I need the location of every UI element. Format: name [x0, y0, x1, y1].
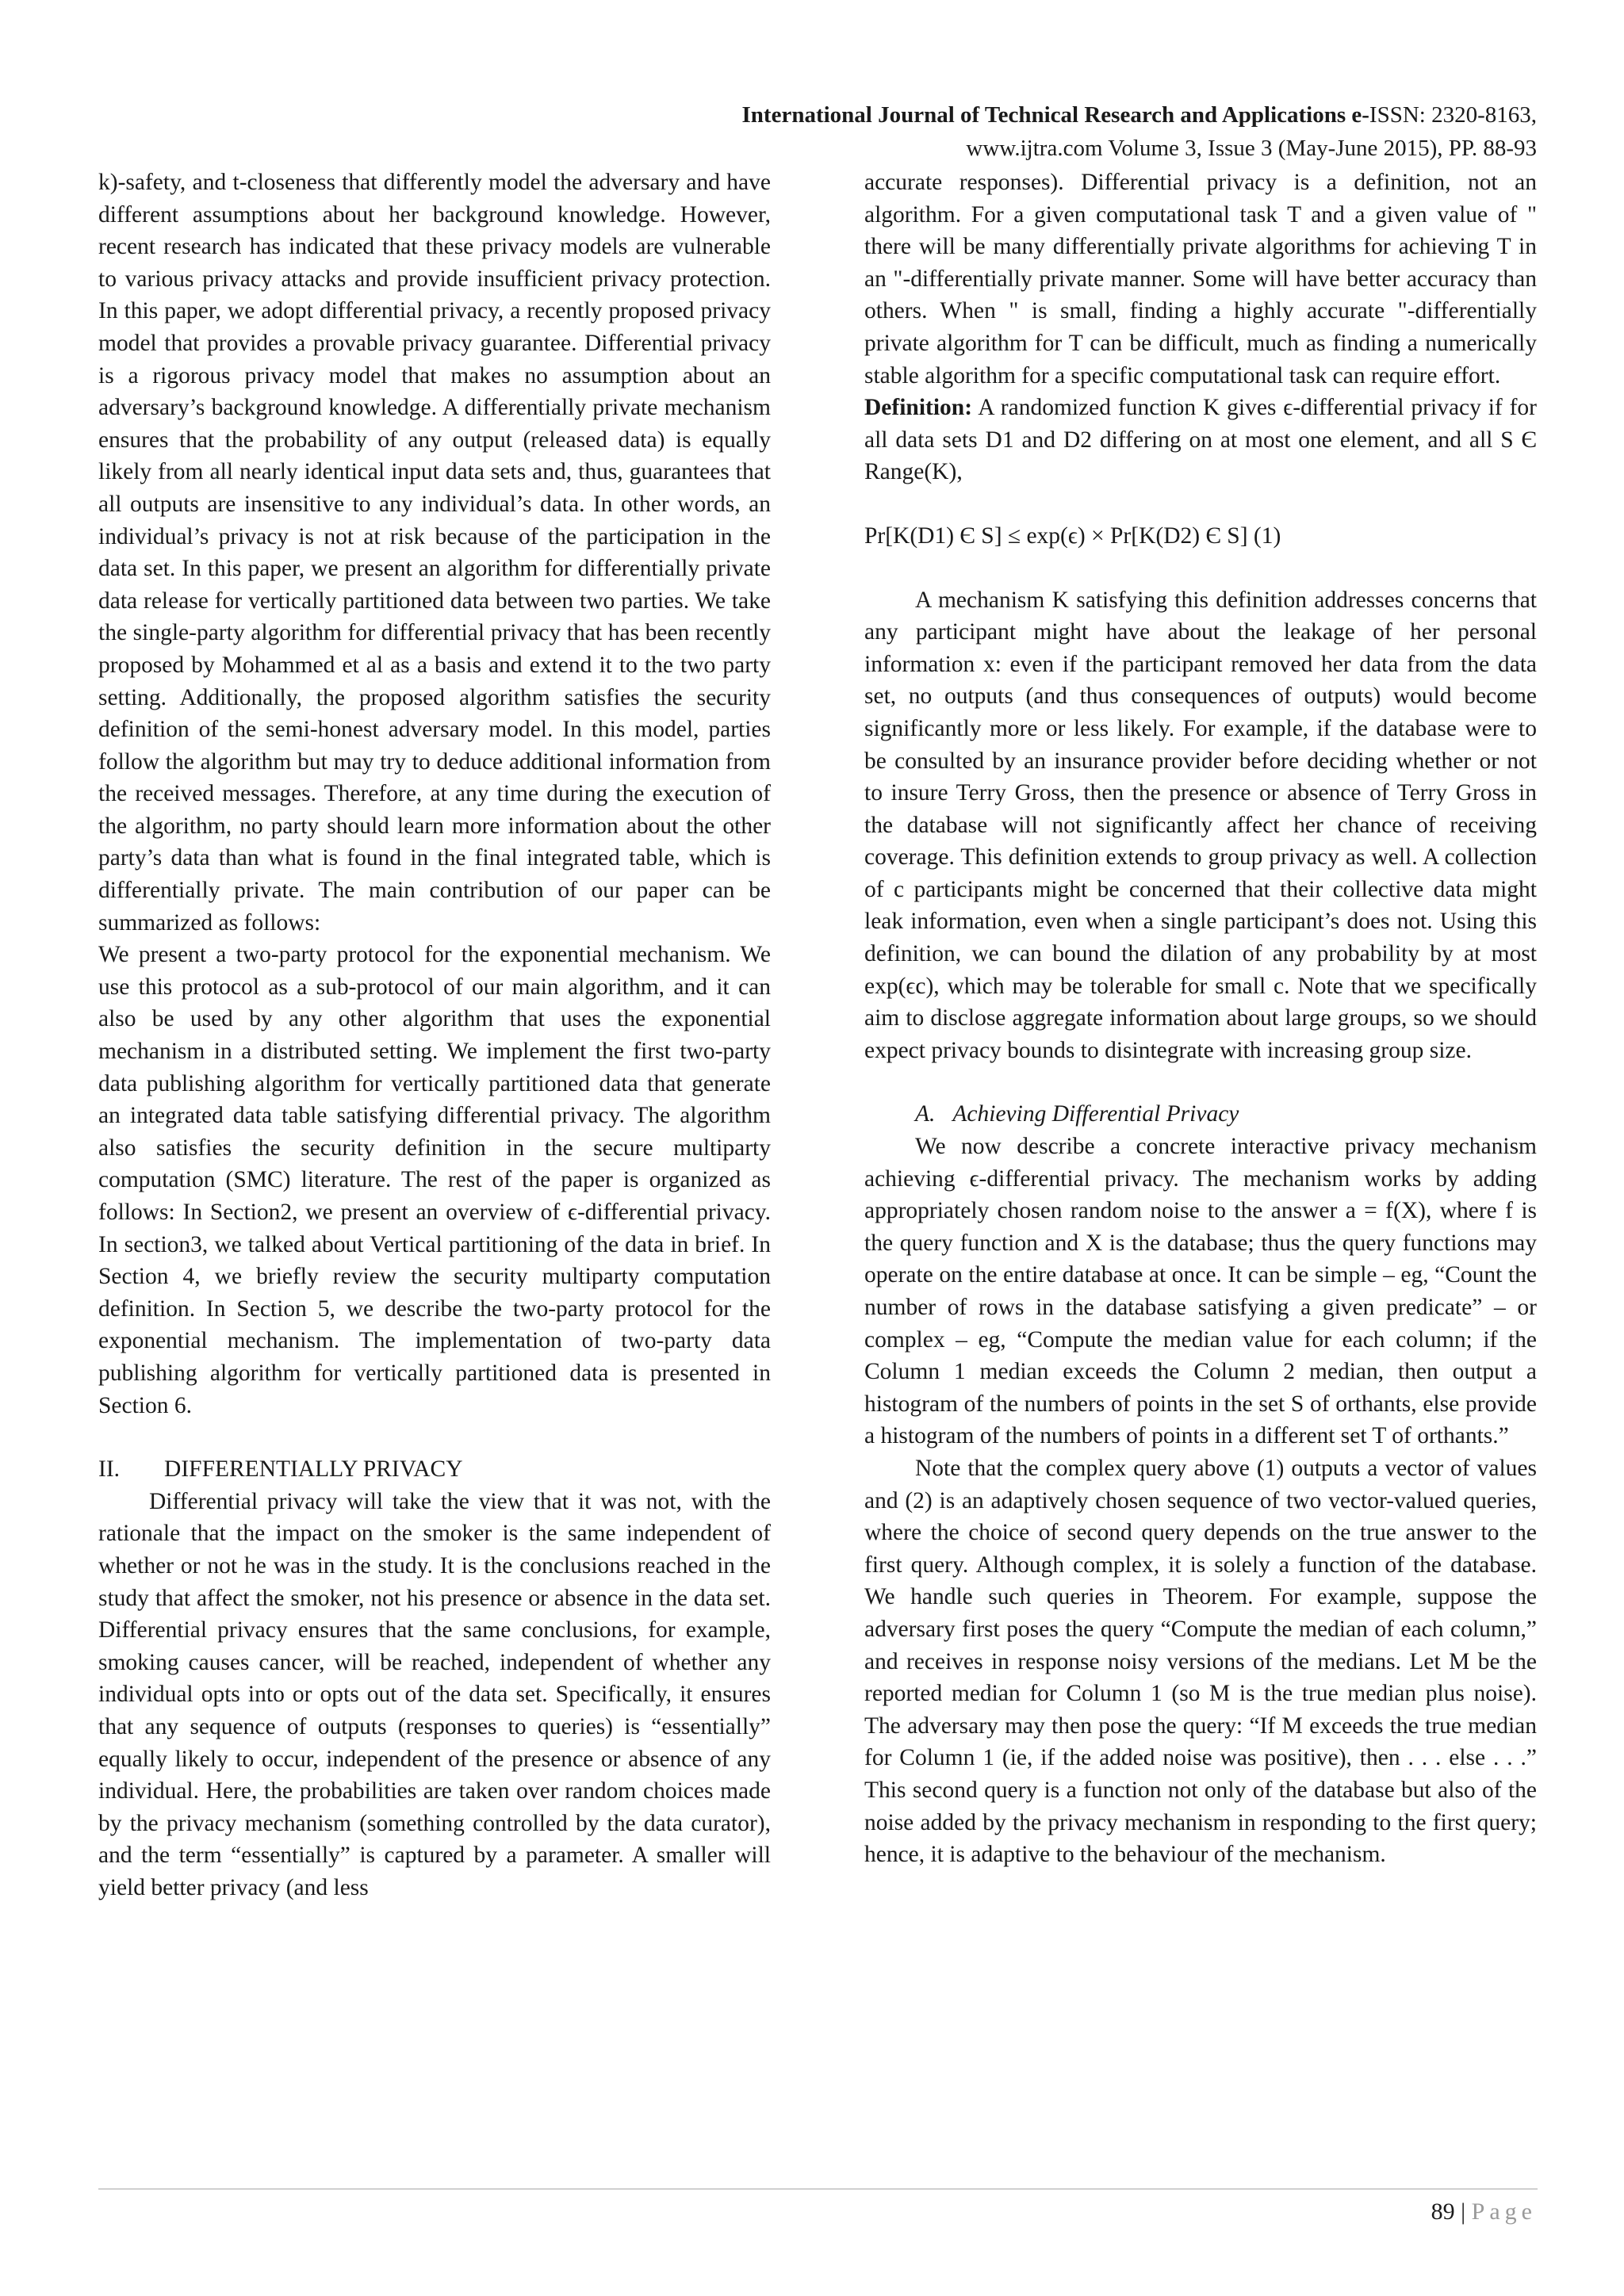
section-number: II.: [98, 1456, 121, 1483]
definition-text: A randomized function K gives ϵ-differential privacy if for all data sets D1 and D2 differing on at most one element, and all S Є Range(K),: [864, 395, 1537, 485]
footer-divider: [98, 2188, 1538, 2190]
page-footer: [1431, 2196, 1537, 2228]
paragraph: Note that the complex query above (1) outputs a vector of values and (2) is an adaptively chosen sequence of two vector-valued queries, where the choice of second query depends on the true answer to the first query. Although complex, it is solely a function of the database. We handle such queries in Theorem. For example, suppose the adversary first poses the query “Compute the median of each column,” and receives in response noisy versions of the medians. Let M be the reported median for Column 1 (so M is the true median plus noise). The adversary may then pose the query: “If M exceeds the true median for Column 1 (ie, if the added noise was positive), then . . . else . . .” This second query is a function not only of the database but also of the noise added by the privacy mechanism in responding to the first query; hence, it is adaptive to the behaviour of the mechanism.: [864, 1455, 1537, 1868]
section-heading: [98, 1453, 771, 1486]
spacer: [98, 1422, 771, 1453]
subsection-heading: [864, 1098, 1537, 1131]
spacer: [864, 553, 1537, 584]
right-column: [864, 166, 1537, 1871]
page-label: Page: [1471, 2198, 1537, 2225]
page-separator: |: [1461, 2198, 1466, 2225]
paragraph: We now describe a concrete interactive privacy mechanism achieving ϵ-differential privacy. The mechanism works by adding appropriately chosen random noise to the answer a = f(X), where f is the query function and X is the database; thus the query functions may operate on the entire database at once. It can be simple – eg, “Count the number of rows in the database satisfying a given predicate” – or complex – eg, “Compute the median value for each column; if the Column 1 median exceeds the Column 2 median, then output a histogram of the numbers of points in the set S of orthants, else provide a histogram of the numbers of points in a different set T of orthants.”: [864, 1134, 1537, 1449]
definition-label: Definition:: [864, 395, 973, 421]
spacer: [864, 1066, 1537, 1098]
journal-header-line1: [742, 98, 1537, 132]
definition-paragraph: [864, 392, 1537, 488]
section-title: DIFFERENTIALLY PRIVACY: [164, 1456, 463, 1483]
paragraph: A mechanism K satisfying this definition addresses concerns that any participant might have about the leakage of her personal information x: even if the participant removed her data from the data set, no outputs (and thus consequences of outputs) would become significantly more or less likely. For example, if the database were to be consulted by an insurance provider before deciding whether or not to insure Terry Gross, then the presence or absence of Terry Gross in the database will not significantly affect her chance of receiving coverage. This definition extends to group privacy as well. A collection of c participants might be concerned that their collective data might leak information, even when a single participant’s does not. Using this definition, we can bound the dilation of any probability by at most exp(ϵc), which may be tolerable for small c. Note that we specifically aim to disclose aggregate information about large groups, so we should expect privacy bounds to disintegrate with increasing group size.: [864, 587, 1537, 1063]
paragraph: We present a two-party protocol for the exponential mechanism. We use this protocol as a sub-protocol of our main algorithm, and it can also be used by any other algorithm that uses the exponential mechanism in a distributed setting. We implement the first two-party data publishing algorithm for vertically partitioned data that generate an integrated data table satisfying differential privacy. The algorithm also satisfies the security definition in the secure multiparty computation (SMC) literature. The rest of the paper is organized as follows: In Section2, we present an overview of ϵ-differential privacy. In section3, we talked about Vertical partitioning of the data in brief. In Section 4, we briefly review the security multiparty computation definition. In Section 5, we describe the two-party protocol for the exponential mechanism. The implementation of two-party data publishing algorithm for vertically partitioned data is presented in Section 6.: [98, 942, 771, 1418]
paragraph: Differential privacy will take the view that it was not, with the rationale that the impact on the smoker is the same independent of whether or not he was in the study. It is the conclusions reached in the study that affect the smoker, not his presence or absence in the data set. Differential privacy ensures that the same conclusions, for example, smoking causes cancer, will be reached, independent of whether any individual opts into or opts out of the data set. Specifically, it ensures that any sequence of outputs (responses to queries) is “essentially” equally likely to occur, independent of the presence or absence of any individual. Here, the probabilities are taken over random choices made by the privacy mechanism (something controlled by the data curator), and the term “essentially” is captured by a parameter. A smaller will yield better privacy (and less: [98, 1488, 771, 1900]
equation-1: Pr[K(D1) Є S] ≤ exp(ϵ) × Pr[K(D2) Є S] (1): [864, 522, 1281, 549]
left-column: [98, 166, 771, 1904]
subsection-letter: A.: [915, 1101, 936, 1127]
journal-header-line2: www.ijtra.com Volume 3, Issue 3 (May-June 2015), PP. 88-93: [966, 136, 1537, 161]
subsection-title: Achieving Differential Privacy: [952, 1101, 1239, 1127]
journal-header: [742, 98, 1537, 165]
page-number: 89: [1431, 2198, 1455, 2225]
journal-name: International Journal of Technical Research and Applications e-: [741, 102, 1369, 128]
paragraph: accurate responses). Differential privacy is a definition, not an algorithm. For a given computational task T and a given value of " there will be many differentially private algorithms for achieving T in an "-differentially private manner. Some will have better accuracy than others. When " is small, finding a highly accurate "-differentially private algorithm for T can be difficult, much as finding a numerically stable algorithm for a specific computational task can require effort.: [864, 170, 1537, 388]
paragraph: k)-safety, and t-closeness that differently model the adversary and have different assumptions about her background knowledge. However, recent research has indicated that these privacy models are vulnerable to various privacy attacks and provide insufficient privacy protection. In this paper, we adopt differential privacy, a recently proposed privacy model that provides a provable privacy guarantee. Differential privacy is a rigorous privacy model that makes no assumption about an adversary’s background knowledge. A differentially private mechanism ensures that the probability of any output (released data) is equally likely from all nearly identical input data sets and, thus, guarantees that all outputs are insensitive to any individual’s data. In other words, an individual’s privacy is not at risk because of the participation in the data set. In this paper, we present an algorithm for differentially private data release for vertically partitioned data between two parties. We take the single-party algorithm for differential privacy that has been recently proposed by Mohammed et al as a basis and extend it to the two party setting. Additionally, the proposed algorithm satisfies the security definition of the semi-honest adversary model. In this model, parties follow the algorithm but may try to deduce additional information from the received messages. Therefore, at any time during the execution of the algorithm, no party should learn more information about the other party’s data than what is found in the final integrated table, which is differentially private. The main contribution of our paper can be summarized as follows:: [98, 170, 771, 936]
journal-issn: ISSN: 2320-8163,: [1369, 102, 1537, 128]
spacer: [864, 488, 1537, 520]
